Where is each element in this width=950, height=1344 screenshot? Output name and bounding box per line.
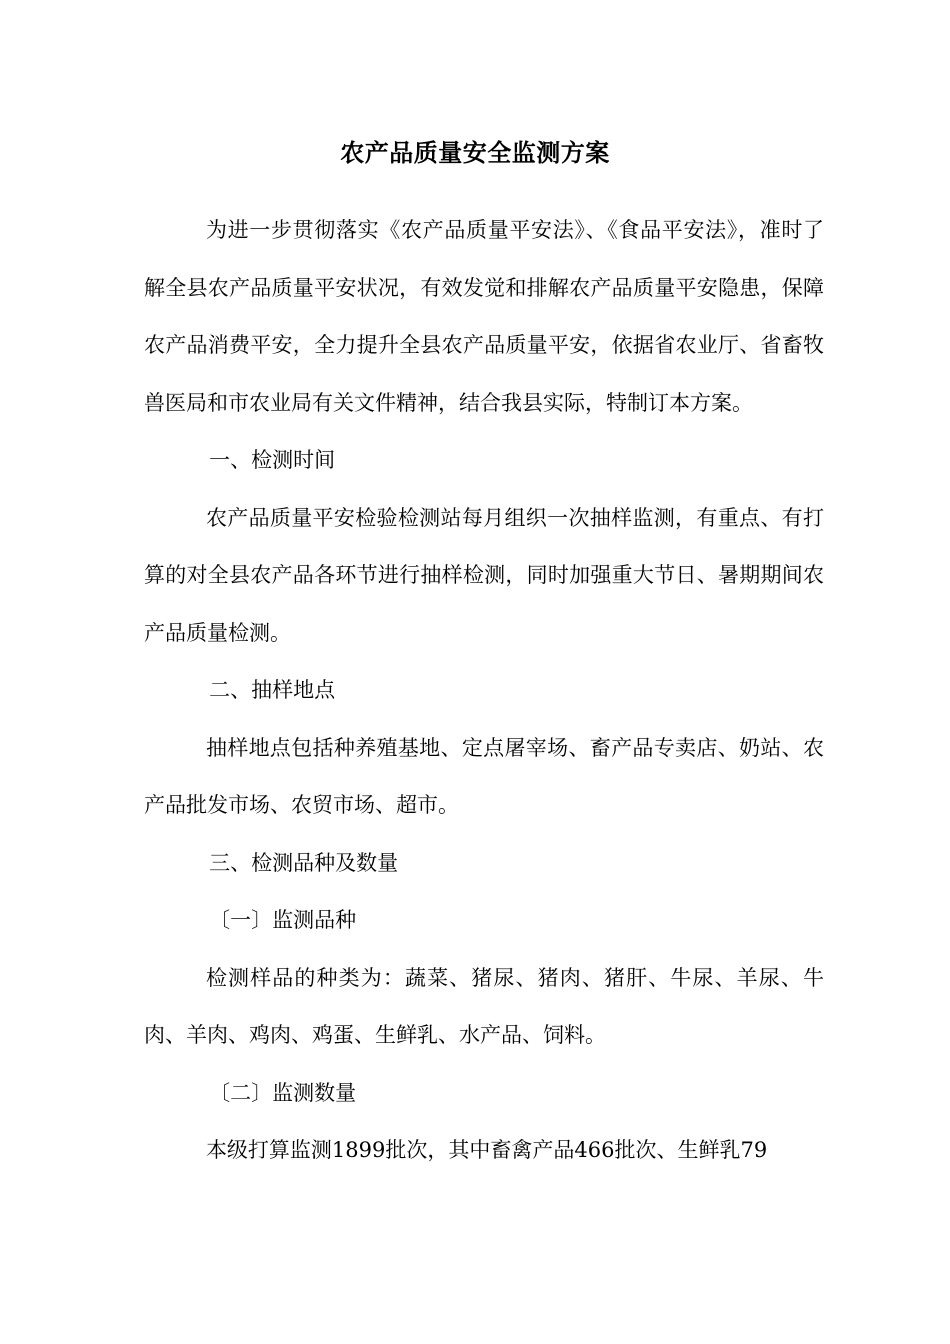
detection-time-paragraph: 农产品质量平安检验检测站每月组织一次抽样监测，有重点、有打算的对全县农产品各环节进行抽样检测，同时加强重大节日、暑期期间农产品质量检测。 (144, 505, 824, 645)
subsection-heading-varieties: 〔一〕监测品种 (209, 908, 357, 932)
section-heading-varieties-quantity: 三、检测品种及数量 (209, 850, 399, 875)
section-heading-detection-time: 一、检测时间 (209, 448, 336, 472)
sampling-location-paragraph: 抽样地点包括种养殖基地、定点屠宰场、畜产品专卖店、奶站、农产品批发市场、农贸市场、超市。 (144, 735, 824, 817)
section-heading-sampling-location: 二、抽样地点 (209, 678, 336, 702)
document-body (144, 202, 824, 1180)
document-title: 农产品质量安全监测方案 (340, 138, 610, 167)
varieties-paragraph: 检测样品的种类为：蔬菜、猪尿、猪肉、猪肝、牛尿、羊尿、牛肉、羊肉、鸡肉、鸡蛋、生鲜乳、水产品、饲料。 (144, 965, 824, 1047)
intro-paragraph: 为进一步贯彻落实《农产品质量平安法》、《食品平安法》，准时了解全县农产品质量平安状况，有效发觉和排解农产品质量平安隐患，保障农产品消费平安，全力提升全县农产品质量平安，依据省农业厅、省畜牧兽医局和市农业局有关文件精神，结合我县实际，特制订本方案。 (144, 218, 824, 415)
subsection-heading-quantity: 〔二〕监测数量 (209, 1080, 357, 1105)
quantity-paragraph: 本级打算监测1899批次，其中畜禽产品466批次、生鲜乳79 (205, 1138, 768, 1162)
